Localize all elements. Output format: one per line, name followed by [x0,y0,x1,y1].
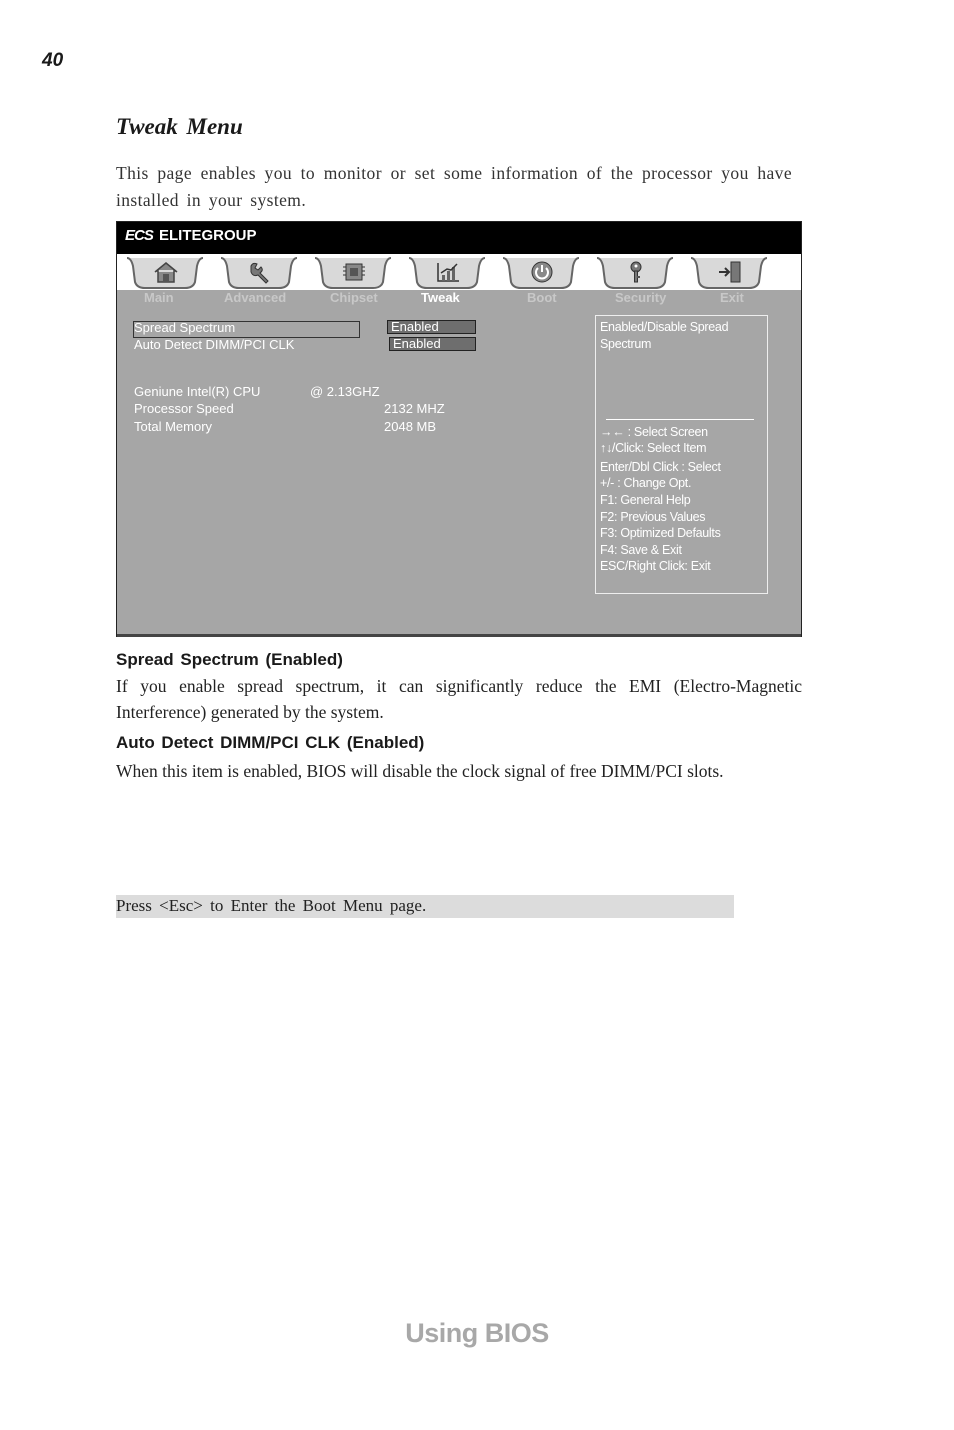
bios-bottom-border [117,634,801,637]
bios-title-bar [117,222,801,254]
help-key-select-item: ↑↓/Click: Select Item [600,441,707,455]
tab-label-security[interactable]: Security [615,290,667,305]
setting-label-spread-spectrum[interactable]: Spread Spectrum [134,320,236,335]
tab-tweak[interactable] [407,256,487,290]
bios-screenshot [116,221,802,637]
esc-note: Press <Esc> to Enter the Boot Menu page. [116,895,734,918]
help-key-select-screen: →← : Select Screen [600,425,708,439]
tab-exit[interactable] [689,256,769,290]
tab-label-exit[interactable]: Exit [720,290,744,305]
total-memory-label: Total Memory [134,419,213,434]
wrench-icon [247,260,273,284]
section-heading-auto-detect: Auto Detect DIMM/PCI CLK (Enabled) [116,733,425,752]
help-key-f2: F2: Previous Values [600,510,706,524]
setting-value-auto-detect[interactable]: Enabled [389,337,476,351]
section-body-spread-spectrum: If you enable spread spectrum, it can significantly reduce the EMI (Electro-Magnetic Interference) generated by the system. [116,676,802,722]
help-description-line2: Spectrum [600,337,652,351]
tab-chipset[interactable] [313,256,393,290]
tab-label-advanced[interactable]: Advanced [224,290,287,305]
brand-name: ELITEGROUP [159,227,257,244]
intro-paragraph: This page enables you to monitor or set some information of the processor you have installed in your system. [116,163,792,210]
help-key-enter: Enter/Dbl Click : Select [600,460,721,474]
tab-label-tweak[interactable]: Tweak [421,290,460,305]
section-body-auto-detect: When this item is enabled, BIOS will disable the clock signal of free DIMM/PCI slots. [116,761,724,781]
help-key-f3: F3: Optimized Defaults [600,526,721,540]
tab-security[interactable] [595,256,675,290]
setting-label-auto-detect[interactable]: Auto Detect DIMM/PCI CLK [134,337,295,352]
footer-title: Using BIOS [405,1318,549,1348]
chip-icon [341,260,367,284]
help-description-line1: Enabled/Disable Spread [600,320,729,334]
section-heading-spread-spectrum: Spread Spectrum (Enabled) [116,650,343,669]
help-key-change-opt: +/- : Change Opt. [600,476,692,490]
chart-icon [435,260,461,284]
exit-door-icon [717,260,743,284]
key-icon [623,260,649,284]
tab-advanced[interactable] [219,256,299,290]
cpu-value: @ 2.13GHZ [310,384,380,399]
cpu-label: Geniune Intel(R) CPU [134,384,261,399]
help-key-esc: ESC/Right Click: Exit [600,559,711,573]
processor-speed-value: 2132 MHZ [384,401,445,416]
help-panel [595,315,768,594]
processor-speed-label: Processor Speed [134,401,234,416]
tab-main[interactable] [125,256,205,290]
help-key-f4: F4: Save & Exit [600,543,682,557]
help-divider [606,419,754,420]
help-key-f1: F1: General Help [600,493,691,507]
page-title: Tweak Menu [116,114,243,139]
home-icon [153,260,179,284]
page-number: 40 [42,50,64,71]
tab-label-boot[interactable]: Boot [527,290,557,305]
tab-label-chipset[interactable]: Chipset [330,290,378,305]
tab-label-main[interactable]: Main [144,290,174,305]
power-icon [529,260,555,284]
ecs-logo: ECS [125,227,153,244]
setting-value-spread-spectrum[interactable]: Enabled [387,320,476,334]
total-memory-value: 2048 MB [384,419,437,434]
tab-boot[interactable] [501,256,581,290]
tab-strip [117,254,801,290]
